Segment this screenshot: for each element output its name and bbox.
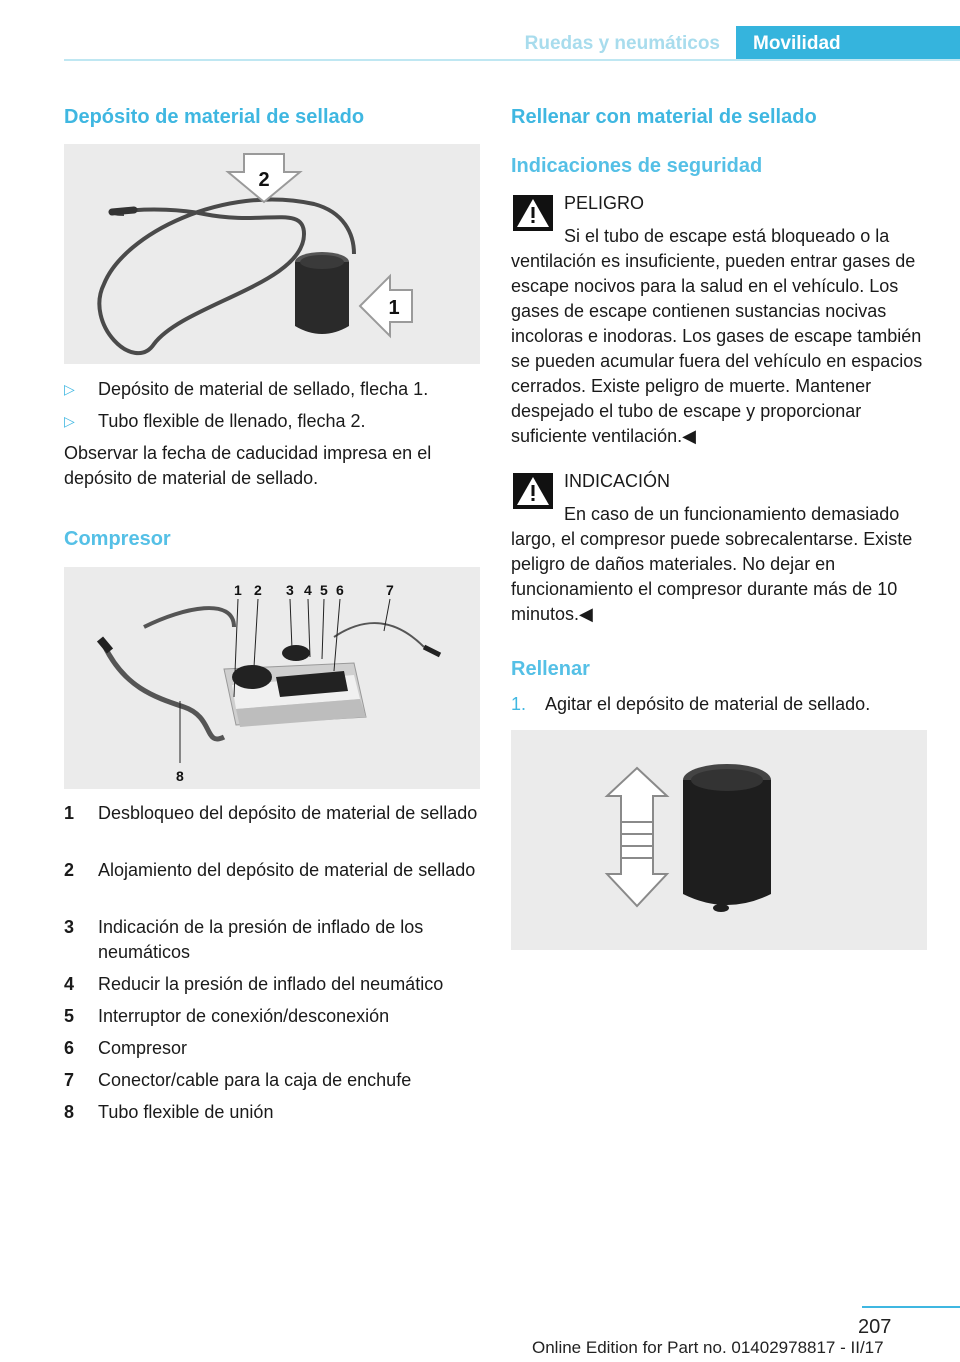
notice-label: INDICACIÓN bbox=[564, 471, 671, 491]
callout-2: 2 bbox=[258, 169, 270, 191]
callout-1: 1 bbox=[388, 297, 400, 319]
sealant-container-illustration bbox=[64, 144, 480, 364]
compressor-figure bbox=[64, 567, 480, 789]
edition-footer: Online Edition for Part no. 01402978817 - II/17 bbox=[532, 1338, 884, 1357]
bullet-triangle-icon: ▷ bbox=[64, 413, 75, 429]
heading-safety: Indicaciones de seguridad bbox=[511, 155, 763, 177]
callout-3: 3 bbox=[286, 582, 294, 598]
shake-container-figure bbox=[511, 730, 927, 950]
callout-8: 8 bbox=[176, 768, 184, 784]
callout-1: 1 bbox=[234, 582, 242, 598]
heading-sealant-container: Depósito de material de sellado bbox=[64, 106, 365, 128]
expiry-note: Observar la fecha de caducidad impresa en el depósito de material de sellado. bbox=[64, 443, 432, 488]
heading-fill-sealant: Rellenar con material de sellado bbox=[511, 106, 817, 128]
callout-5: 5 bbox=[320, 582, 328, 598]
compressor-illustration bbox=[64, 567, 480, 789]
chapter-tab: Movilidad bbox=[736, 26, 960, 61]
danger-text: Si el tubo de escape está bloqueado o la ventilación es insuficiente, pueden entrar gases de escape nocivos para la salud en el vehículo. Los gases de escape contienen sustancias nocivas incoloras e inodoras. Los gases de escape también se pueden acumular fuera del vehículo en espacios cerrados. Existe peligro de muerte. Mantener despejado el tubo de escape y proporcionar suficiente ventilación.◀ bbox=[511, 226, 923, 446]
section-title: Ruedas y neumáticos bbox=[524, 33, 720, 54]
notice-text: En caso de un funcionamiento demasiado largo, el compresor puede sobrecalentarse. Existe peligro de daños materiales. No dejar en funcionamiento el compresor durante más de 10 minutos.◀ bbox=[511, 504, 913, 624]
sealant-container-figure bbox=[64, 144, 480, 364]
callout-4: 4 bbox=[304, 582, 312, 598]
footer-divider bbox=[862, 1306, 960, 1308]
danger-label: PELIGRO bbox=[564, 193, 645, 213]
callout-2: 2 bbox=[254, 582, 262, 598]
header-divider bbox=[64, 59, 960, 61]
page-number: 207 bbox=[858, 1316, 892, 1338]
heading-compressor: Compresor bbox=[64, 528, 171, 550]
callout-6: 6 bbox=[336, 582, 344, 598]
callout-7: 7 bbox=[386, 582, 394, 598]
shake-container-illustration bbox=[511, 730, 927, 950]
heading-fill: Rellenar bbox=[511, 658, 590, 680]
bullet-triangle-icon: ▷ bbox=[64, 381, 75, 397]
